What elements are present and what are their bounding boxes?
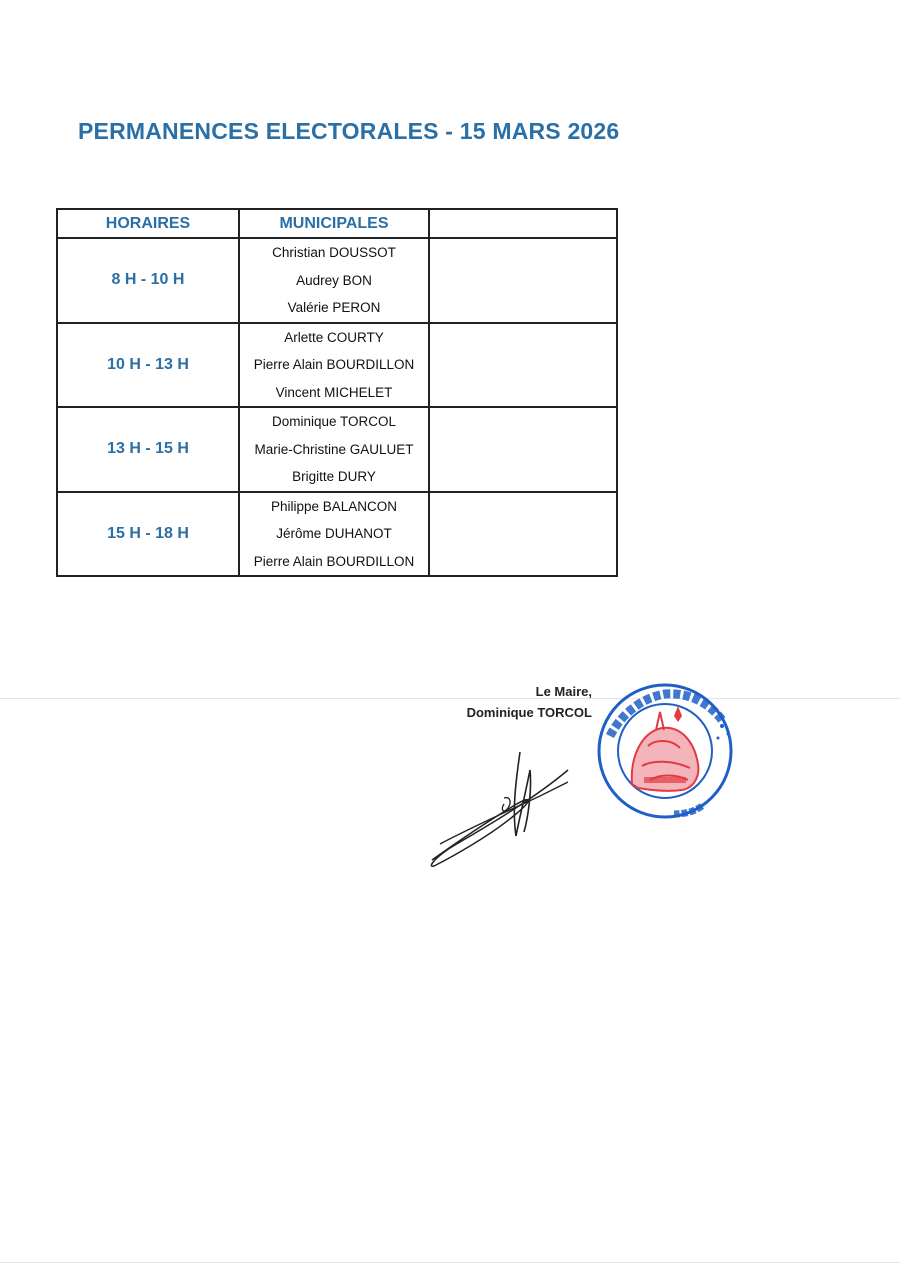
empty-cell bbox=[429, 407, 617, 492]
table-row bbox=[57, 492, 617, 577]
assignee-name: Brigitte DURY bbox=[292, 469, 376, 484]
time-slot: 10 H - 13 H bbox=[57, 323, 239, 408]
assignee-name: Marie-Christine GAULUET bbox=[254, 441, 414, 457]
assignee-name: Philippe BALANCON bbox=[270, 498, 398, 514]
table-row bbox=[57, 323, 617, 408]
header-empty bbox=[429, 209, 617, 238]
empty-cell bbox=[429, 323, 617, 408]
names-cell bbox=[239, 407, 429, 492]
page-title: PERMANENCES ELECTORALES - 15 MARS 2026 bbox=[78, 118, 620, 144]
assignee-name: Jérôme DUHANOT bbox=[276, 526, 392, 541]
assignee-name: Valérie PERON bbox=[287, 300, 381, 315]
signatory-name: Dominique TORCOL bbox=[466, 705, 592, 720]
empty-cell bbox=[429, 238, 617, 323]
assignee-name: Vincent MICHELET bbox=[275, 384, 393, 400]
assignee-name: Christian DOUSSOT bbox=[272, 245, 396, 260]
empty-cell bbox=[429, 492, 617, 577]
time-slot: 8 H - 10 H bbox=[57, 238, 239, 323]
assignee-name: Pierre Alain BOURDILLON bbox=[253, 357, 415, 372]
assignee-name: Arlette COURTY bbox=[284, 329, 384, 345]
time-slot: 13 H - 15 H bbox=[57, 407, 239, 492]
names-cell bbox=[239, 238, 429, 323]
names-cell bbox=[239, 323, 429, 408]
table-header-row bbox=[57, 209, 617, 238]
signatory-role: Le Maire, bbox=[535, 684, 592, 699]
table-row bbox=[57, 238, 617, 323]
scan-bottom-line bbox=[0, 1262, 900, 1263]
schedule-table bbox=[56, 208, 618, 577]
assignee-name: Audrey BON bbox=[296, 272, 372, 288]
handwritten-signature bbox=[420, 740, 580, 870]
assignee-name: Pierre Alain BOURDILLON bbox=[253, 553, 415, 569]
names-cell bbox=[239, 492, 429, 577]
time-slot: 15 H - 18 H bbox=[57, 492, 239, 577]
municipal-seal-stamp bbox=[590, 676, 740, 826]
table-row bbox=[57, 407, 617, 492]
assignee-name: Dominique TORCOL bbox=[271, 414, 397, 429]
header-municipales: MUNICIPALES bbox=[239, 209, 429, 238]
header-horaires: HORAIRES bbox=[57, 209, 239, 238]
